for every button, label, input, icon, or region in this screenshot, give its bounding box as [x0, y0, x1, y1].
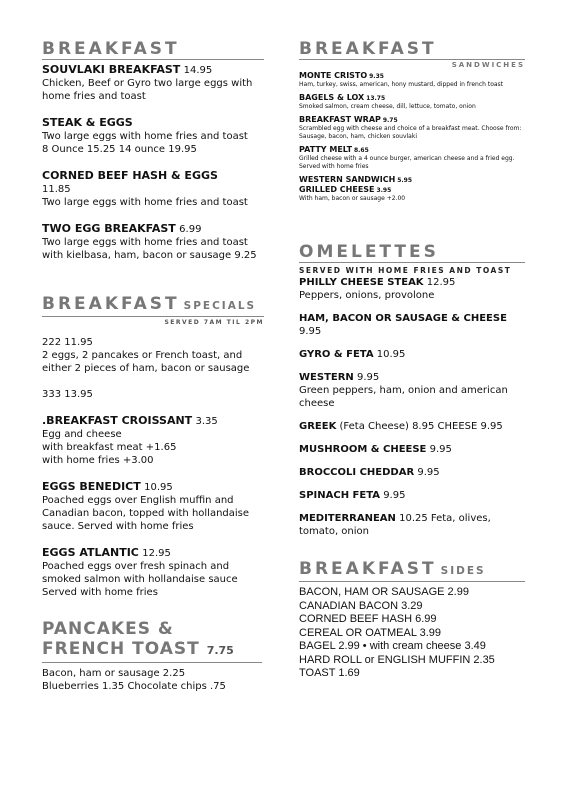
menu-item — [42, 336, 264, 375]
omelette-item — [299, 443, 525, 456]
item-title — [299, 312, 525, 338]
right-column — [299, 40, 525, 681]
side-line: CANADIAN BACON 3.29 — [299, 599, 423, 612]
item-title — [299, 115, 525, 125]
section-heading — [299, 560, 525, 582]
item-desc: Canadian bacon, topped with hollandaise — [42, 508, 250, 519]
item-price: 10.95 — [376, 349, 406, 360]
item-title — [299, 443, 525, 456]
omelette-item — [299, 348, 525, 361]
omelette-item — [299, 466, 525, 479]
side-line: CORNED BEEF HASH 6.99 — [299, 613, 437, 625]
omelette-item — [299, 489, 525, 502]
item-price: 3.95 — [376, 187, 392, 194]
menu-item — [42, 546, 264, 599]
side-line: TOAST 1.69 — [299, 667, 360, 679]
item-name: SOUVLAKI BREAKFAST — [42, 63, 181, 76]
item-desc: With ham, bacon or sausage +2.00 — [299, 195, 406, 202]
sides-lines — [299, 586, 525, 681]
item-desc: Green peppers, ham, onion and american cheese — [299, 385, 508, 409]
item-desc: with home fries +3.00 — [42, 455, 154, 466]
item-desc: 222 11.95 — [42, 337, 93, 348]
item-price: 9.95 — [429, 444, 452, 455]
item-desc: 333 13.95 — [42, 389, 93, 400]
item-price: 13.75 — [366, 95, 386, 102]
section-heading — [42, 295, 264, 317]
section-heading — [299, 243, 525, 263]
left-column — [42, 40, 264, 693]
item-price: 10.95 — [144, 482, 173, 493]
item-price: 9.95 — [383, 490, 406, 501]
item-name: EGGS ATLANTIC — [42, 546, 139, 559]
item-name: GYRO & FETA — [299, 349, 374, 360]
item-title — [42, 63, 264, 77]
item-title — [299, 466, 525, 479]
section-heading — [42, 619, 262, 663]
menu-item — [42, 169, 264, 209]
item-name: HAM, BACON OR SAUSAGE & CHEESE — [299, 313, 507, 324]
pancakes-line: Bacon, ham or sausage 2.25 — [42, 668, 186, 679]
item-price: 3.35 — [195, 416, 218, 427]
item-price: 12.95 — [142, 548, 171, 559]
item-name: MONTE CRISTO — [299, 71, 368, 80]
sandwich-item — [299, 115, 525, 141]
sandwich-item — [299, 71, 525, 89]
heading-line-1: PANCAKES & — [42, 619, 174, 639]
item-title — [299, 145, 525, 155]
omelette-items — [299, 276, 525, 538]
item-price: 9.95 — [299, 326, 322, 337]
side-line: BAGEL 2.99 • with cream cheese 3.49 — [299, 640, 486, 652]
item-desc: sauce. Served with home fries — [42, 521, 194, 532]
item-name: BREAKFAST WRAP — [299, 115, 381, 124]
item-title — [299, 489, 525, 502]
sandwich-item — [299, 145, 525, 171]
heading-text: BREAKFAST — [42, 294, 180, 314]
specials-section — [42, 295, 264, 599]
sandwich-item — [299, 93, 525, 111]
item-title — [299, 348, 525, 361]
omelette-item — [299, 420, 525, 433]
item-desc: Poached eggs over fresh spinach and — [42, 561, 230, 572]
item-name: GRILLED CHEESE — [299, 185, 375, 194]
item-name: .BREAKFAST CROISSANT — [42, 414, 193, 427]
pancakes-section — [42, 619, 262, 693]
sandwich-items — [299, 71, 525, 203]
item-desc: Two large eggs with home fries and toast — [42, 197, 248, 208]
item-title — [299, 175, 525, 185]
item-desc: Smoked salmon, cream cheese, dill, lettuce, tomato, onion — [299, 103, 476, 110]
item-name: STEAK & EGGS — [42, 116, 133, 129]
specials-items — [42, 336, 264, 599]
item-title — [299, 93, 525, 103]
item-price: 6.99 — [179, 224, 202, 235]
served-note: SERVED 7AM TIL 2PM — [164, 319, 264, 326]
section-heading — [299, 40, 525, 60]
heading-text: OMELETTES — [299, 242, 439, 262]
item-desc: with kielbasa, ham, bacon or sausage 9.25 — [42, 250, 257, 261]
item-desc: either 2 pieces of ham, bacon or sausage — [42, 363, 250, 374]
item-title — [42, 546, 264, 560]
item-desc: Ham, turkey, swiss, american, hony mustard, dipped in french toast — [299, 81, 504, 88]
item-name: MEDITERRANEAN — [299, 513, 396, 524]
item-title — [299, 512, 525, 538]
side-line: BACON, HAM OR SAUSAGE 2.99 — [299, 586, 469, 598]
omelette-item — [299, 512, 525, 538]
omelette-item — [299, 371, 525, 410]
heading-price: 7.75 — [206, 644, 234, 657]
item-price: 12.95 — [426, 277, 456, 288]
item-name: WESTERN — [299, 372, 354, 383]
item-title — [299, 371, 525, 384]
section-heading — [42, 40, 264, 60]
menu-item — [42, 63, 264, 103]
item-price: 9.95 — [417, 467, 440, 478]
heading-sub: SPECIALS — [183, 300, 257, 312]
item-price: 9.75 — [382, 117, 398, 124]
item-desc: smoked salmon with hollandaise sauce — [42, 574, 238, 585]
item-desc: home fries and toast — [42, 91, 146, 102]
item-desc: 8 Ounce 15.25 14 ounce 19.95 — [42, 144, 197, 155]
heading-text: BREAKFAST — [42, 39, 180, 59]
item-title — [42, 116, 264, 130]
heading-sub: SERVED WITH HOME FRIES AND TOAST — [299, 266, 512, 275]
item-name: BROCCOLI CHEDDAR — [299, 467, 415, 478]
heading-text: BREAKFAST — [299, 39, 437, 59]
item-desc: Egg and cheese — [42, 429, 122, 440]
sides-section — [299, 560, 525, 681]
item-name: TWO EGG BREAKFAST — [42, 222, 176, 235]
menu-item — [42, 480, 264, 533]
omelette-item — [299, 312, 525, 338]
item-desc: Grilled cheese with a 4 ounce burger, american cheese and a fried egg. Served with home fries — [299, 155, 515, 170]
item-desc: Scrambled egg with cheese and choice of a breakfast meat. Choose from: Sausage, bacon, ham, chicken souvlaki — [299, 125, 522, 140]
item-title — [42, 169, 264, 183]
item-name: GREEK — [299, 421, 337, 432]
item-title — [299, 71, 525, 81]
item-title — [42, 222, 264, 236]
menu-item — [42, 414, 264, 467]
pancakes-lines — [42, 667, 262, 693]
heading-line-2: FRENCH TOAST — [42, 639, 200, 659]
item-title — [42, 414, 264, 428]
item-name: BAGELS & LOX — [299, 93, 365, 102]
item-name: CORNED BEEF HASH & EGGS — [42, 169, 218, 182]
item-name: PHILLY CHEESE STEAK — [299, 277, 424, 288]
item-desc: Chicken, Beef or Gyro two large eggs with — [42, 78, 253, 89]
omelettes-section — [299, 243, 525, 538]
item-title — [42, 480, 264, 494]
item-desc: Two large eggs with home fries and toast — [42, 131, 248, 142]
item-price: 14.95 — [183, 65, 213, 76]
item-desc: Two large eggs with home fries and toast — [42, 237, 248, 248]
item-name: EGGS BENEDICT — [42, 480, 141, 493]
menu-item — [42, 116, 264, 156]
item-title — [299, 276, 525, 289]
item-name: WESTERN SANDWICH — [299, 175, 396, 184]
breakfast-items — [42, 63, 264, 262]
item-price: 8.65 — [353, 147, 369, 154]
sandwiches-section — [299, 40, 525, 203]
item-desc: Served with home fries — [42, 587, 158, 598]
item-price: (Feta Cheese) 8.95 CHEESE 9.95 — [339, 421, 503, 432]
heading-sub: SANDWICHES — [451, 61, 525, 69]
side-line: CEREAL OR OATMEAL 3.99 — [299, 626, 442, 639]
item-title — [299, 420, 525, 433]
omelette-item — [299, 276, 525, 302]
item-name: SPINACH FETA — [299, 490, 380, 501]
item-price: 10.25 Feta, olives, tomato, onion — [299, 513, 491, 537]
side-line: HARD ROLL or ENGLISH MUFFIN 2.35 — [299, 653, 495, 666]
item-price: 5.95 — [397, 177, 413, 184]
sandwich-item — [299, 185, 525, 203]
item-price: 9.95 — [356, 372, 380, 383]
item-desc: Peppers, onions, provolone — [299, 290, 435, 301]
heading-text: BREAKFAST — [299, 559, 437, 579]
item-desc: 2 eggs, 2 pancakes or French toast, and — [42, 350, 243, 361]
item-title — [299, 185, 525, 195]
item-desc: 11.85 — [42, 184, 71, 195]
item-name: MUSHROOM & CHEESE — [299, 444, 427, 455]
pancakes-line: Blueberries 1.35 Chocolate chips .75 — [42, 681, 226, 692]
item-desc: Poached eggs over English muffin and — [42, 495, 234, 506]
item-desc: with breakfast meat +1.65 — [42, 442, 177, 453]
heading-sub: SIDES — [440, 565, 486, 577]
menu-item — [42, 388, 264, 401]
item-name: PATTY MELT — [299, 145, 353, 154]
breakfast-section — [42, 40, 264, 262]
item-price: 9.35 — [369, 73, 384, 80]
menu-item — [42, 222, 264, 262]
sandwich-item — [299, 175, 525, 185]
